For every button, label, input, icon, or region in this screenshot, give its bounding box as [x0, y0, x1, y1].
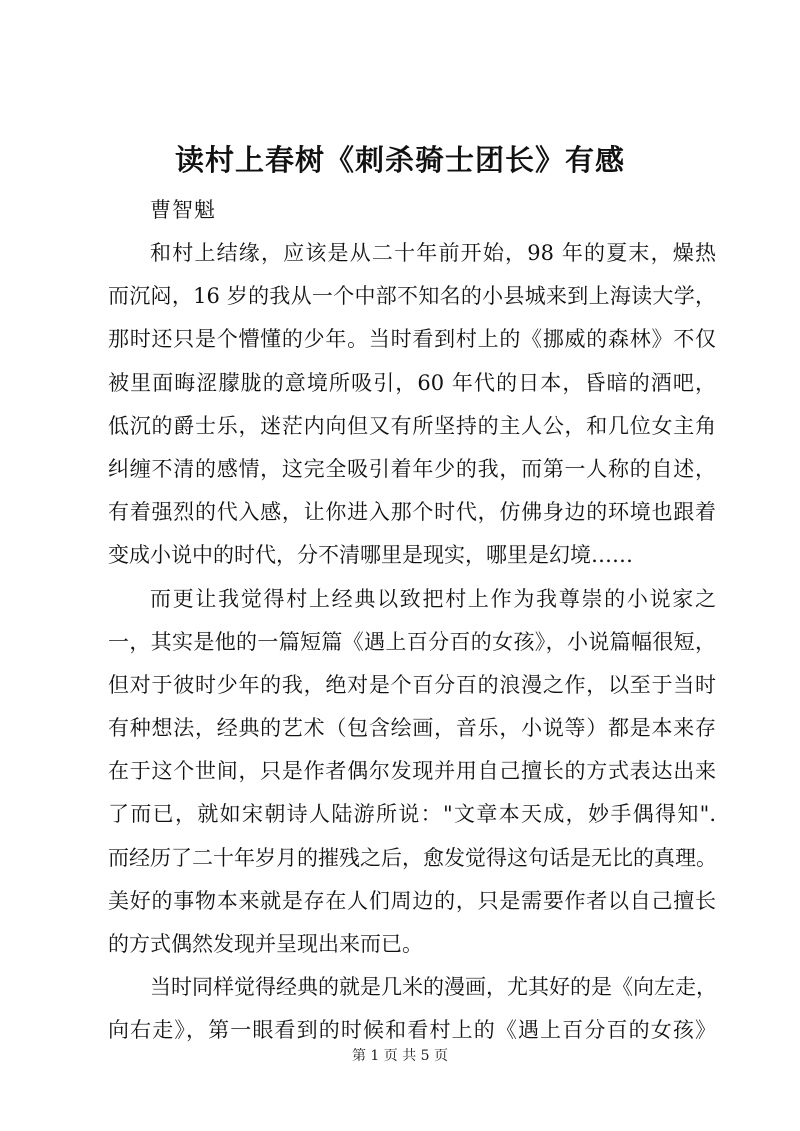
paragraph-3-line-2: 向右走》，第一眼看到的时候和看村上的《遇上百分百的女孩》	[108, 1018, 716, 1043]
paragraph-2-line-7: 而经历了二十年岁月的摧残之后，愈发觉得这句话是无比的真理。	[108, 845, 717, 870]
page-number-footer: 第 1 页 共 5 页	[351, 1048, 449, 1064]
paragraph-2-line-9: 的方式偶然发现并呈现出来而已。	[108, 932, 423, 956]
document-body	[108, 188, 716, 1053]
paragraph-2-line-4: 有种想法，经典的艺术（包含绘画，音乐，小说等）都是本来存	[108, 716, 716, 741]
paragraph-1-line-4: 被里面晦涩朦胧的意境所吸引，60 年代的日本，昏暗的酒吧，	[108, 370, 716, 395]
document-title: 读村上春树《刺杀骑士团长》有感	[174, 143, 625, 177]
paragraph-2-line-5: 在于这个世间，只是作者偶尔发现并用自己擅长的方式表达出来	[108, 759, 716, 784]
author-name: 曹智魁	[150, 198, 216, 222]
paragraph-1-line-3: 那时还只是个懵懂的少年。当时看到村上的《挪威的森林》不仅	[108, 327, 716, 352]
paragraph-3-line-1: 当时同样觉得经典的就是几米的漫画，尤其好的是《向左走，	[150, 975, 717, 1000]
paragraph-1-line-1: 和村上结缘，应该是从二十年前开始，98 年的夏末，燥热	[150, 241, 716, 265]
paragraph-1-line-6: 纠缠不清的感情，这完全吸引着年少的我，而第一人称的自述，	[108, 456, 716, 481]
paragraph-1-line-2: 而沉闷，16 岁的我从一个中部不知名的小县城来到上海读大学，	[108, 284, 716, 309]
paragraph-1-line-7: 有着强烈的代入感，让你进入那个时代，仿佛身边的环境也跟着	[108, 500, 716, 525]
paragraph-1-line-8: 变成小说中的时代，分不清哪里是现实，哪里是幻境……	[108, 543, 633, 568]
paragraph-2-line-6: 了而已，就如宋朝诗人陆游所说："文章本天成，妙手偶得知".	[108, 802, 716, 827]
paragraph-2-line-1: 而更让我觉得村上经典以致把村上作为我尊崇的小说家之	[150, 586, 716, 611]
paragraph-1-line-5: 低沉的爵士乐，迷茫内向但又有所坚持的主人公，和几位女主角	[108, 413, 716, 438]
paragraph-2-line-8: 美好的事物本来就是存在人们周边的，只是需要作者以自己擅长	[108, 888, 716, 913]
paragraph-2-line-2: 一，其实是他的一篇短篇《遇上百分百的女孩》，小说篇幅很短，	[108, 629, 716, 654]
paragraph-2-line-3: 但对于彼时少年的我，绝对是个百分百的浪漫之作，以至于当时	[108, 672, 716, 697]
